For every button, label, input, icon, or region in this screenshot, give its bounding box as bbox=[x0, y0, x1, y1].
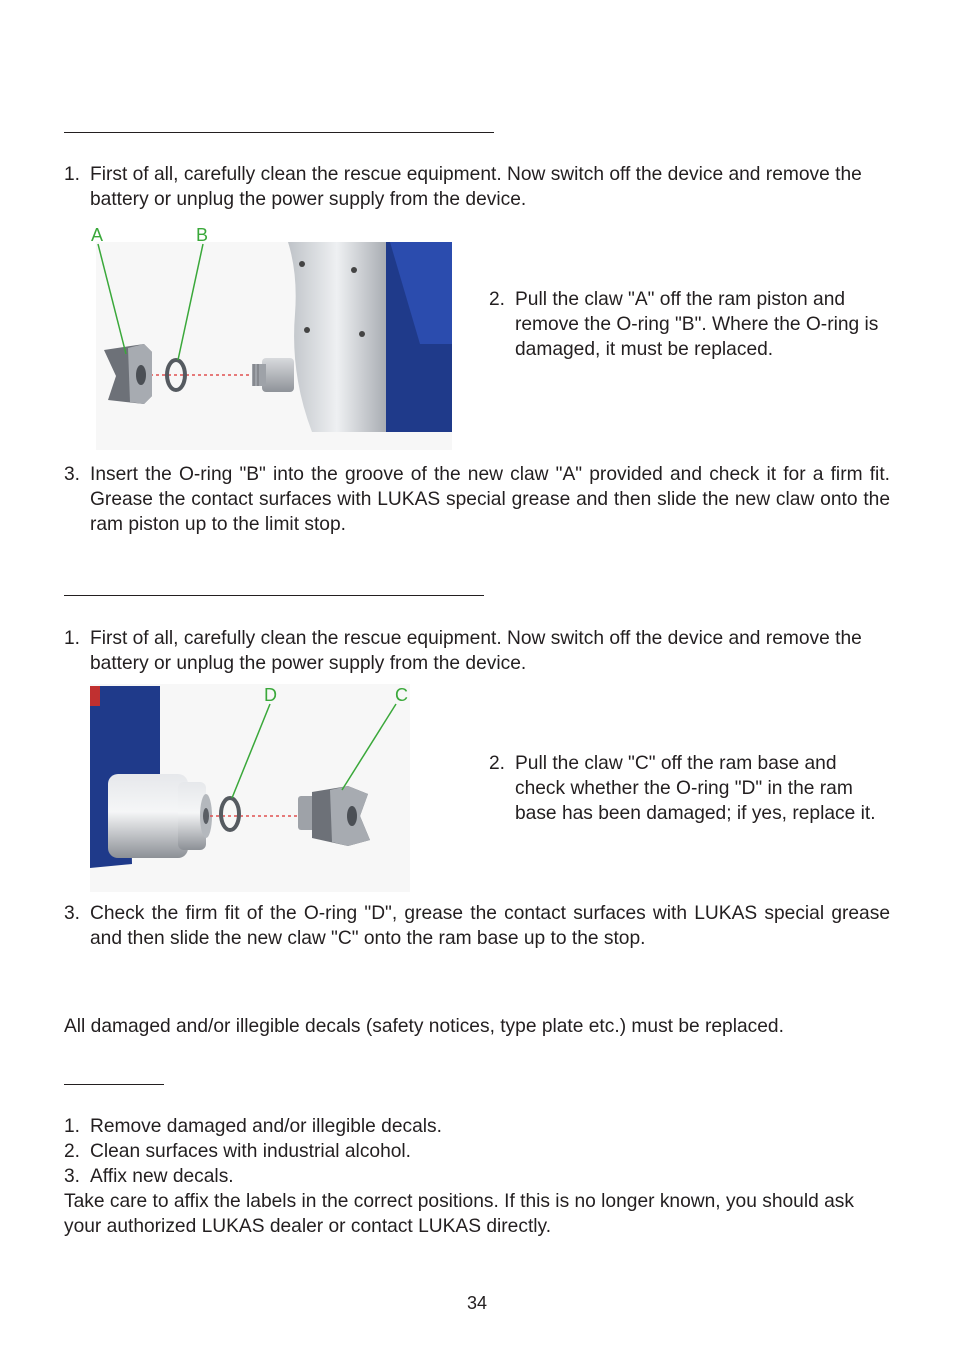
step-text: Remove damaged and/or illegible decals. bbox=[90, 1116, 442, 1137]
page-number: 34 bbox=[466, 1293, 488, 1313]
step-number: 2. bbox=[64, 1141, 81, 1162]
step-number: 1. bbox=[64, 628, 81, 649]
step-number: 3. bbox=[64, 464, 81, 485]
step-number: 1. bbox=[64, 164, 81, 185]
section-1-step-1 bbox=[64, 162, 890, 212]
step-number: 1. bbox=[64, 1116, 81, 1137]
callout-label-d: D bbox=[264, 685, 277, 705]
decals-step-3 bbox=[64, 1164, 890, 1189]
step-text: Pull the claw "C" off the ram base and check whether the O-ring "D" in the ram base has been damaged; if yes, replace it. bbox=[515, 753, 876, 824]
ram-piston-claw-drawing bbox=[90, 224, 452, 450]
step-text: Check the firm fit of the O-ring "D", grease the contact surfaces with LUKAS special grease and then slide the new claw "C" onto the ram base up to the stop. bbox=[90, 903, 890, 949]
section-2-step-3 bbox=[64, 901, 890, 951]
decals-heading-rule bbox=[64, 1084, 164, 1085]
step-number: 2. bbox=[489, 753, 506, 774]
step-text: Clean surfaces with industrial alcohol. bbox=[90, 1141, 412, 1162]
step-text: First of all, carefully clean the rescue equipment. Now switch off the device and remove the battery or unplug the power supply from the device. bbox=[90, 628, 862, 674]
decals-step-1 bbox=[64, 1114, 890, 1139]
step-number: 2. bbox=[489, 289, 506, 310]
callout-label-a: A bbox=[91, 225, 104, 245]
step-text: Pull the claw "A" off the ram piston and remove the O-ring "B". Where the O-ring is damaged, it must be replaced. bbox=[515, 289, 879, 360]
decals-note: Take care to affix the labels in the correct positions. If this is no longer known, you should ask your authorized LUKAS dealer or contact LUKAS directly. bbox=[64, 1191, 854, 1237]
callout-label-c: C bbox=[395, 685, 408, 705]
step-number: 3. bbox=[64, 1166, 81, 1187]
claw-removal-illustration-2 bbox=[90, 684, 410, 892]
section-2-step-1 bbox=[64, 626, 890, 676]
section-1-step-3 bbox=[64, 462, 890, 537]
step-text: First of all, carefully clean the rescue equipment. Now switch off the device and remove the battery or unplug the power supply from the device. bbox=[90, 164, 862, 210]
callout-label-b: B bbox=[196, 225, 209, 245]
claw-removal-illustration-1 bbox=[90, 224, 452, 450]
step-text: Insert the O-ring "B" into the groove of the new claw "A" provided and check it for a firm fit. Grease the contact surfaces with LUKAS special grease and then slide the new claw onto the ram piston up to the limit stop. bbox=[90, 464, 890, 535]
section-2-step-2 bbox=[489, 751, 889, 826]
section-1-heading-rule bbox=[64, 132, 494, 133]
step-number: 3. bbox=[64, 903, 81, 924]
decals-step-2 bbox=[64, 1139, 890, 1164]
ram-base-claw-drawing bbox=[90, 684, 410, 892]
section-2-heading-rule bbox=[64, 595, 484, 596]
decals-intro: All damaged and/or illegible decals (safety notices, type plate etc.) must be replaced. bbox=[64, 1016, 784, 1037]
step-text: Affix new decals. bbox=[90, 1166, 234, 1187]
section-1-step-2 bbox=[489, 287, 889, 362]
